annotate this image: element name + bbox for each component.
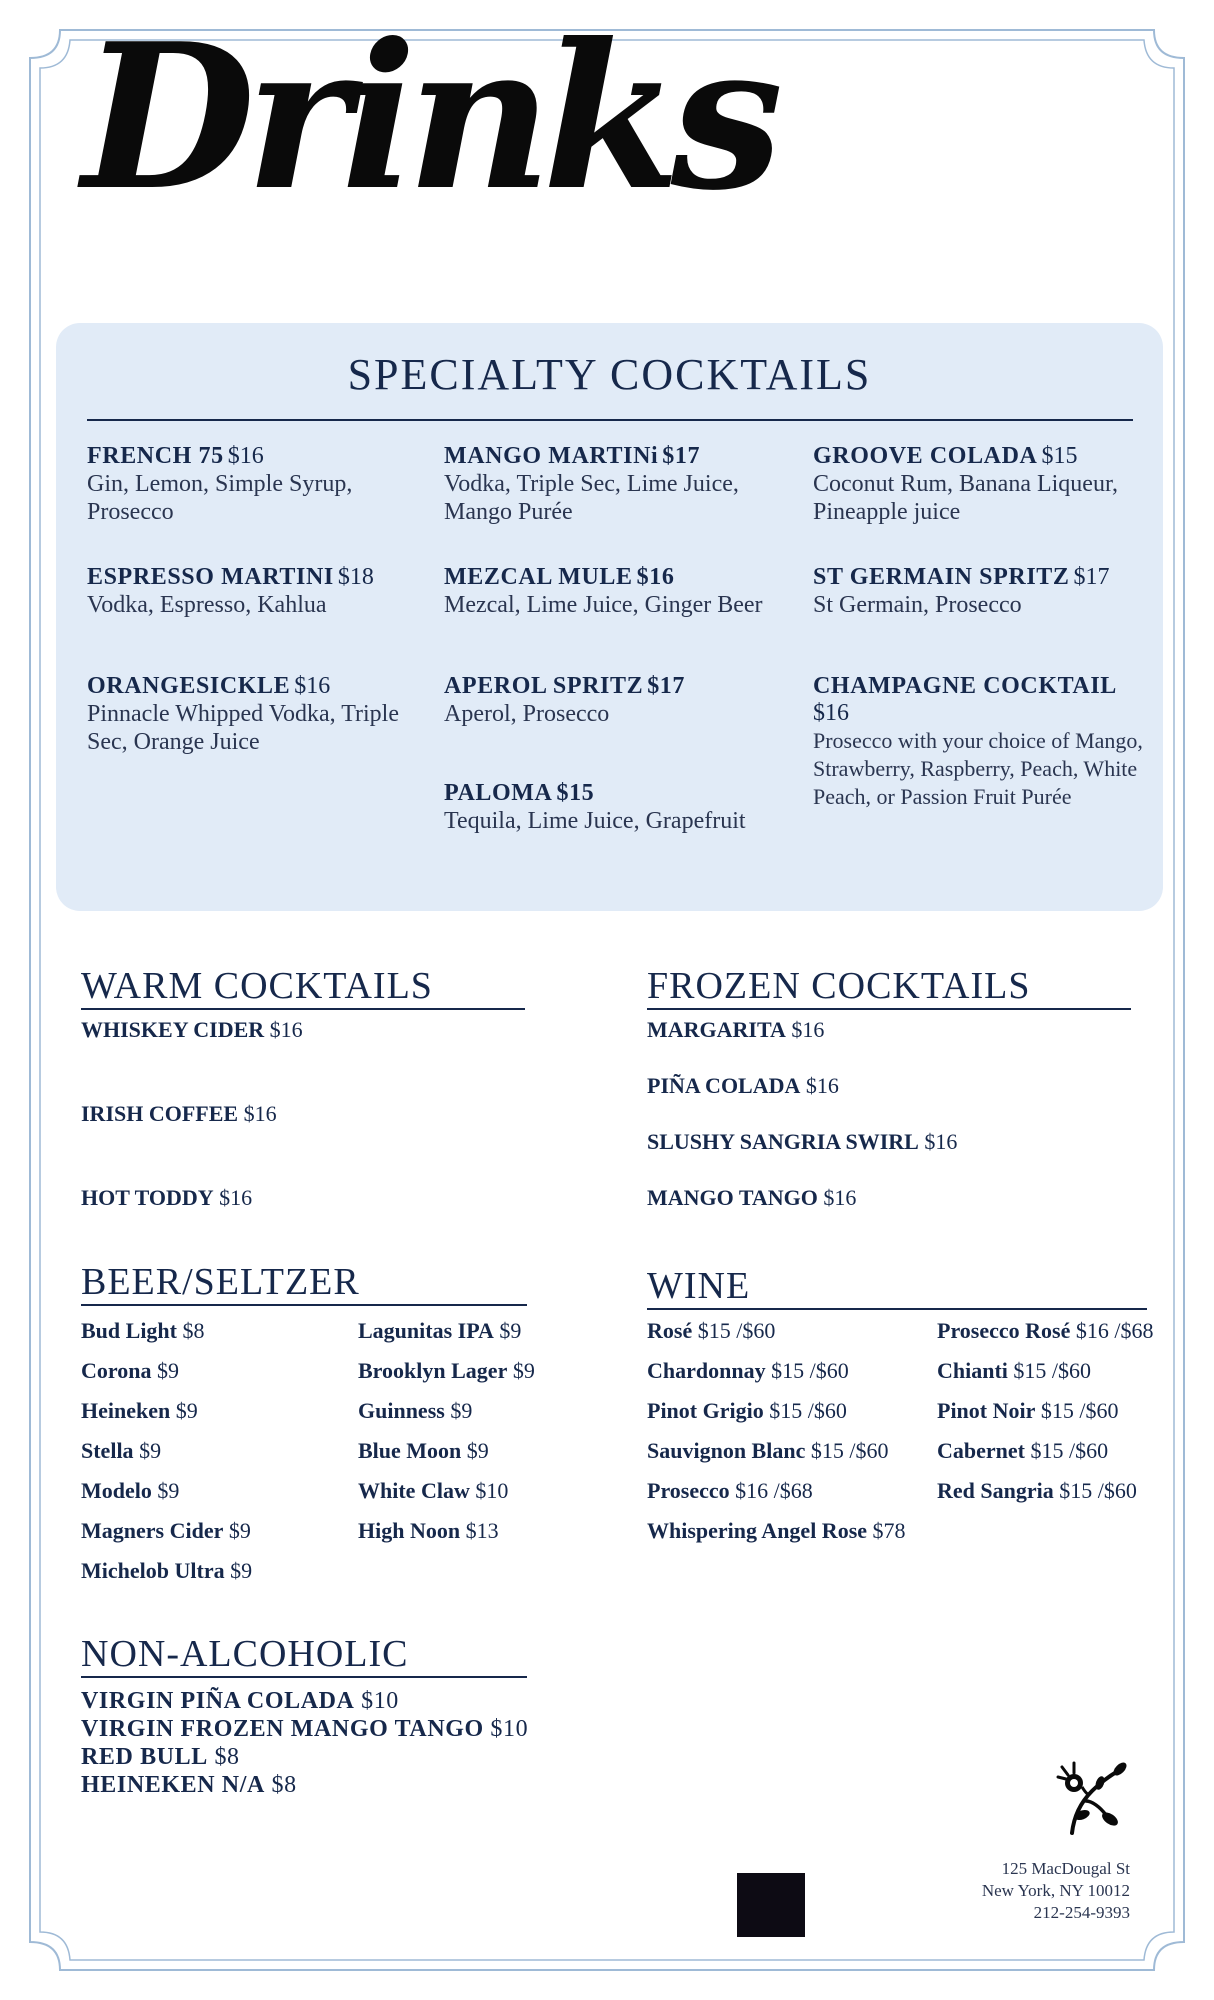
item-name: SLUSHY SANGRIA SWIRL [647,1129,919,1154]
item-description: Prosecco with your choice of Mango, Strawberry, Raspberry, Peach, White Peach, or Passion Fruit Purée [813,728,1143,809]
item-price: $9 [157,1478,180,1503]
menu-item [358,1438,489,1464]
item-price: $9 [157,1358,179,1383]
menu-item [444,780,804,835]
item-name: Lagunitas IPA [358,1318,494,1343]
item-price: $9 [512,1358,535,1383]
item-price: $10 [361,1688,399,1714]
item-price: $17 [662,443,701,469]
item-price: $16 [805,1073,839,1098]
menu-item [81,1358,179,1384]
menu-item [81,1318,205,1344]
item-description: Gin, Lemon, Simple Syrup, Prosecco [87,471,353,525]
item-price: $15 /$60 [1013,1358,1092,1383]
item-name: Chardonnay [647,1358,766,1383]
menu-item [937,1358,1091,1384]
item-price: $16 [227,443,264,469]
item-price: $16 [243,1101,277,1126]
item-price: $18 [337,564,374,590]
item-name: Red Sangria [937,1478,1054,1503]
item-price: $15 /$60 [771,1358,849,1383]
item-price: $9 [230,1558,253,1583]
menu-item [647,1017,824,1043]
menu-item [444,443,804,526]
item-name: ORANGESICKLE [87,673,291,699]
item-description: Pinnacle Whipped Vodka, Triple Sec, Orange Juice [87,701,399,755]
item-price: $17 [647,673,685,699]
menu-item [937,1438,1108,1464]
specialty-divider [87,419,1133,421]
item-price: $15 /$60 [1030,1438,1109,1463]
menu-item [444,564,804,619]
item-name: GROOVE COLADA [813,443,1038,469]
item-name: Rosé [647,1318,693,1343]
menu-item [647,1185,856,1211]
menu-item [647,1318,775,1344]
menu-item [813,564,1143,619]
menu-item [81,1438,161,1464]
item-price: $9 [450,1398,473,1423]
item-price: $8 [214,1744,240,1770]
item-price: $15 /$60 [1059,1478,1137,1503]
menu-item [87,564,427,619]
item-name: MEZCAL MULE [444,564,633,590]
item-price: $10 [490,1716,529,1742]
item-name: Heineken [81,1398,171,1423]
specialty-heading: SPECIALTY COCKTAILS [347,350,872,399]
menu-item [647,1129,957,1155]
item-description: Tequila, Lime Juice, Grapefruit [444,808,746,834]
item-description: Vodka, Triple Sec, Lime Juice, Mango Purée [444,471,739,525]
phone-number: 212-254-9393 [1033,1903,1130,1922]
menu-item [81,1398,198,1424]
beer-seltzer-heading: BEER/SELTZER [81,1260,527,1306]
item-name: Magners Cider [81,1518,224,1543]
item-name: Prosecco Rosé [937,1318,1071,1343]
item-description: Vodka, Espresso, Kahlua [87,592,327,618]
item-name: Prosecco [647,1478,730,1503]
item-name: FRENCH 75 [87,443,224,469]
item-description: Aperol, Prosecco [444,701,610,727]
item-name: ESPRESSO MARTINI [87,564,334,590]
item-name: ST GERMAIN SPRITZ [813,564,1070,590]
item-price: $15 [556,780,595,806]
menu-item [813,673,1143,811]
item-price: $15 [1041,443,1078,469]
menu-item [647,1438,888,1464]
menu-item [647,1478,813,1504]
item-name: VIRGIN PIÑA COLADA [81,1688,355,1714]
item-price: $8 [182,1318,205,1343]
item-price: $16 /$68 [1075,1318,1154,1343]
menu-item [81,1558,252,1584]
menu-item [81,1478,179,1504]
item-price: $9 [139,1438,162,1463]
address-block [982,1858,1130,1924]
item-name: MANGO MARTINi [444,443,659,469]
item-name: IRISH COFFEE [81,1101,239,1126]
item-price: $17 [1073,564,1110,590]
item-name: Whispering Angel Rose [647,1518,868,1543]
item-price: $16 [813,700,849,726]
sprig-icon [1052,1757,1128,1835]
item-price: $16 [294,673,331,699]
specialty-cocktails-panel [56,323,1163,911]
menu-item [937,1398,1119,1424]
item-price: $16 [823,1185,857,1210]
item-name: Pinot Grigio [647,1398,764,1423]
item-name: White Claw [358,1478,470,1503]
specialty-column-1 [87,443,427,796]
item-name: Modelo [81,1478,152,1503]
menu-item [81,1518,251,1544]
item-name: Cabernet [937,1438,1025,1463]
item-price: $16 [269,1017,303,1042]
menu-item [647,1073,839,1099]
menu-item [937,1478,1137,1504]
item-name: RED BULL [81,1744,208,1770]
item-price: $16 [791,1017,825,1042]
menu-item [358,1398,472,1424]
menu-item [87,673,427,756]
menu-item [937,1318,1154,1344]
menu-item [647,1518,906,1544]
warm-cocktails-heading: WARM COCKTAILS [81,964,525,1010]
menu-item [81,1017,303,1043]
item-description: St Germain, Prosecco [813,592,1022,618]
menu-item [87,443,427,526]
wine-heading: WINE [647,1264,1147,1310]
menu-item [358,1478,508,1504]
item-price: $16 [636,564,675,590]
item-description: Mezcal, Lime Juice, Ginger Beer [444,592,763,618]
menu-item [813,443,1143,526]
item-name: MARGARITA [647,1017,786,1042]
item-price: $8 [271,1772,297,1798]
item-description: Coconut Rum, Banana Liqueur, Pineapple juice [813,471,1118,525]
item-name: VIRGIN FROZEN MANGO TANGO [81,1716,484,1742]
menu-item [647,1358,849,1384]
item-name: Pinot Noir [937,1398,1036,1423]
item-name: Stella [81,1438,134,1463]
specialty-column-2 [444,443,804,875]
item-price: $15 /$60 [697,1318,776,1343]
item-name: HOT TODDY [81,1185,214,1210]
menu-item [358,1518,499,1544]
item-price: $16 [924,1129,958,1154]
menu-item [358,1318,521,1344]
item-price: $15 /$60 [1040,1398,1119,1423]
item-name: Michelob Ultra [81,1558,225,1583]
item-name: High Noon [358,1518,461,1543]
item-price: $15 /$60 [769,1398,847,1423]
specialty-column-3 [813,443,1143,851]
item-name: CHAMPAGNE COCKTAIL [813,673,1117,699]
menu-item [81,1185,252,1211]
item-price: $78 [872,1518,906,1543]
item-price: $9 [228,1518,251,1543]
item-name: Sauvignon Blanc [647,1438,806,1463]
menu-item [444,673,804,728]
page-title: Drinks [82,0,774,235]
menu-item [358,1358,535,1384]
item-name: PIÑA COLADA [647,1073,801,1098]
menu-item [81,1688,399,1715]
item-price: $9 [499,1318,522,1343]
item-price: $13 [465,1518,499,1543]
menu-item [81,1744,240,1771]
address-city: New York, NY 10012 [981,1881,1130,1900]
item-name: Guinness [358,1398,445,1423]
frozen-cocktails-heading: FROZEN COCKTAILS [647,964,1131,1010]
item-name: HEINEKEN N/A [81,1772,265,1798]
item-name: Chianti [937,1358,1008,1383]
menu-item [647,1398,847,1424]
item-name: Bud Light [81,1318,177,1343]
item-price: $9 [466,1438,489,1463]
item-name: APEROL SPRITZ [444,673,644,699]
item-name: MANGO TANGO [647,1185,818,1210]
menu-item [81,1101,277,1127]
item-name: Brooklyn Lager [358,1358,508,1383]
item-name: Corona [81,1358,152,1383]
item-price: $16 /$68 [735,1478,813,1503]
item-price: $10 [475,1478,509,1503]
non-alcoholic-heading: NON-ALCOHOLIC [81,1632,527,1678]
menu-item [81,1716,528,1743]
item-name: WHISKEY CIDER [81,1017,265,1042]
black-square-mark [737,1873,805,1937]
item-price: $16 [219,1185,253,1210]
item-price: $9 [175,1398,198,1423]
address-street: 125 MacDougal St [1001,1859,1130,1878]
menu-item [81,1772,297,1799]
item-name: PALOMA [444,780,553,806]
item-name: Blue Moon [358,1438,462,1463]
item-price: $15 /$60 [810,1438,889,1463]
